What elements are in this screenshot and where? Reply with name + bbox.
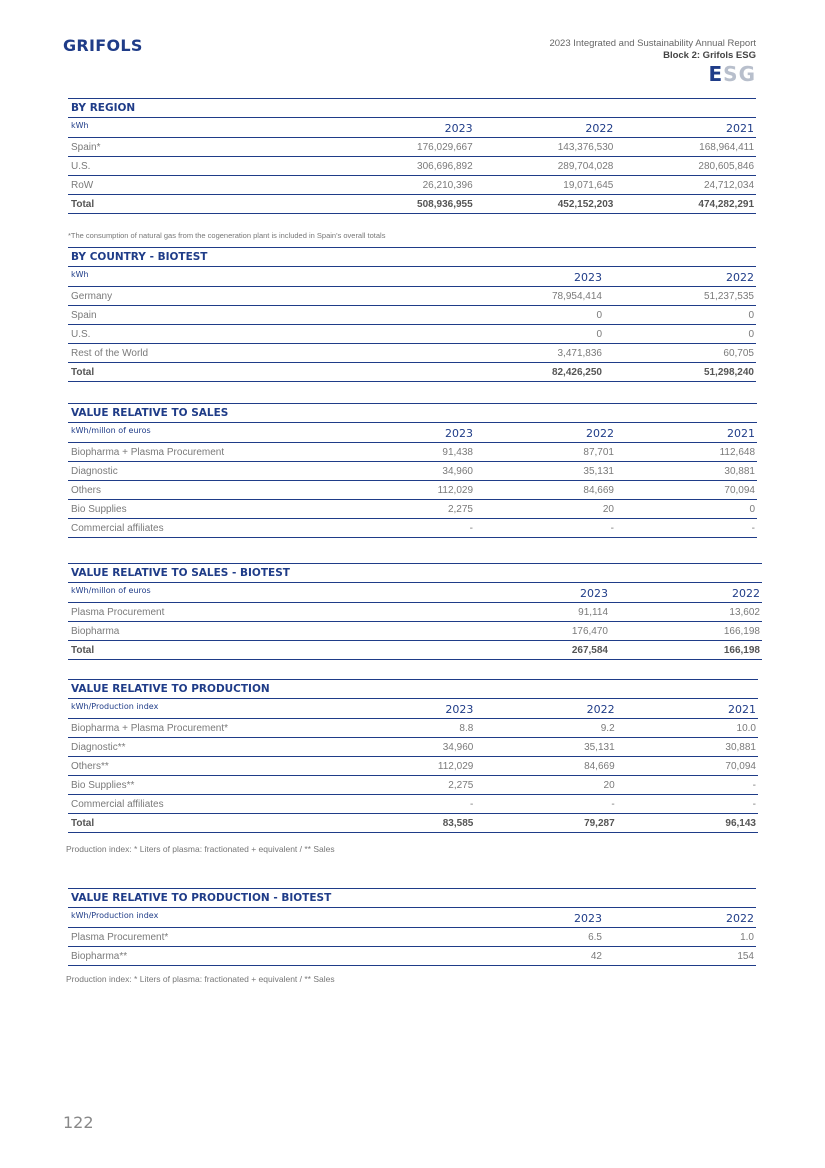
table-row	[68, 443, 757, 462]
cell: 508,936,955	[417, 199, 473, 210]
cell: 176,029,667	[417, 142, 473, 153]
cell: 0	[596, 329, 602, 340]
table-title: VALUE RELATIVE TO SALES - BIOTEST	[68, 563, 762, 583]
cell: -	[751, 523, 755, 534]
cell: 0	[596, 310, 602, 321]
year-col: 2023	[580, 587, 608, 600]
row-label: U.S.	[71, 329, 91, 340]
cell: 452,152,203	[557, 199, 614, 210]
table-row	[68, 287, 756, 306]
year-col: 2023	[574, 271, 602, 284]
cell: 42	[590, 951, 602, 962]
cell: 91,438	[442, 447, 473, 458]
cell: 112,029	[437, 761, 474, 772]
unit-label: kWh/Production index	[71, 911, 159, 920]
row-label: Rest of the World	[71, 348, 149, 359]
table-row	[68, 738, 758, 757]
cell: -	[469, 799, 474, 810]
table-header-row	[68, 423, 757, 443]
row-label: Germany	[71, 291, 113, 302]
cell: 78,954,414	[551, 291, 602, 302]
year-col: 2022	[726, 912, 754, 925]
cell: 34,960	[442, 466, 473, 477]
footnote-region: *The consumption of natural gas from the cogeneration plant is included in Spain's overall totals	[68, 231, 386, 240]
unit-label: kWh	[71, 121, 89, 130]
table-title: VALUE RELATIVE TO PRODUCTION - BIOTEST	[68, 888, 756, 908]
table-row	[68, 500, 757, 519]
footnote-production-biotest: Production index: * Liters of plasma: fractionated + equivalent / ** Sales	[66, 974, 335, 984]
year-col: 2023	[444, 122, 473, 135]
year-col: 2023	[445, 427, 473, 440]
year-col: 2021	[726, 122, 755, 135]
table-by-country-biotest	[68, 247, 756, 382]
cell: 79,287	[584, 818, 615, 829]
row-label: Spain*	[71, 142, 101, 153]
cell: 166,198	[723, 626, 760, 637]
cell: 20	[602, 504, 614, 515]
table-title: BY COUNTRY - BIOTEST	[68, 247, 756, 267]
cell: 9.2	[600, 723, 615, 734]
row-label: Spain	[71, 310, 97, 321]
cell: 280,605,846	[698, 161, 755, 172]
cell: 168,964,411	[699, 142, 755, 153]
year-col: 2022	[732, 587, 760, 600]
esg-mark-sg: SG	[723, 62, 756, 86]
cell: 13,602	[729, 607, 760, 618]
cell: 3,471,836	[557, 348, 602, 359]
cell: 60,705	[723, 348, 754, 359]
cell: 35,131	[583, 466, 614, 477]
total-row	[68, 195, 756, 214]
cell: 176,470	[571, 626, 608, 637]
row-label: Biopharma	[71, 626, 120, 637]
row-label: Commercial affiliates	[71, 799, 164, 810]
cell: 112,648	[719, 447, 755, 458]
table-by-region	[68, 98, 756, 214]
table-header-row	[68, 699, 758, 719]
table-row	[68, 325, 756, 344]
unit-label: kWh	[71, 270, 89, 279]
table-row	[68, 344, 756, 363]
total-row	[68, 814, 758, 833]
unit-label: kWh/millon of euros	[71, 426, 151, 435]
row-label: Others	[71, 485, 102, 496]
table-title: BY REGION	[68, 98, 756, 118]
table-row	[68, 176, 756, 195]
cell: -	[752, 780, 756, 791]
cell: 6.5	[588, 932, 602, 943]
year-col: 2022	[586, 427, 614, 440]
row-label: Biopharma + Plasma Procurement	[71, 447, 225, 458]
cell: 82,426,250	[551, 367, 602, 378]
cell: 166,198	[723, 645, 760, 656]
row-label: Commercial affiliates	[71, 523, 164, 534]
cell: 30,881	[725, 742, 756, 753]
cell: 19,071,645	[563, 180, 614, 191]
grifols-logo: GRIFOLS	[63, 36, 143, 55]
cell: 0	[748, 310, 754, 321]
page-number: 122	[63, 1113, 94, 1132]
row-label: Diagnostic	[71, 466, 118, 477]
cell: 1.0	[740, 932, 754, 943]
table-header-row	[68, 583, 762, 603]
year-col: 2023	[574, 912, 602, 925]
table-row	[68, 947, 756, 966]
year-col: 2021	[727, 703, 756, 716]
cell: 30,881	[724, 466, 755, 477]
table-header-row	[68, 118, 756, 138]
cell: 143,376,530	[557, 142, 614, 153]
row-label: Biopharma**	[71, 951, 128, 962]
table-header-row	[68, 908, 756, 928]
row-label: Diagnostic**	[71, 742, 126, 753]
table-row	[68, 138, 756, 157]
table-value-production	[68, 679, 758, 833]
row-label: Bio Supplies**	[71, 780, 135, 791]
table-row	[68, 719, 758, 738]
report-title: 2023 Integrated and Sustainability Annual Report	[549, 38, 756, 49]
cell: -	[611, 799, 615, 810]
cell: 35,131	[584, 742, 615, 753]
table-row	[68, 519, 757, 538]
row-label: U.S.	[71, 161, 91, 172]
table-value-sales-biotest	[68, 563, 762, 660]
cell: 51,237,535	[703, 291, 754, 302]
table-row	[68, 622, 762, 641]
footnote-production: Production index: * Liters of plasma: fractionated + equivalent / ** Sales	[66, 844, 335, 854]
row-label: Plasma Procurement*	[71, 932, 169, 943]
year-col: 2023	[445, 703, 474, 716]
cell: 91,114	[578, 607, 608, 618]
unit-label: kWh/Production index	[71, 702, 159, 711]
cell: 83,585	[442, 818, 474, 829]
table-row	[68, 306, 756, 325]
cell: 2,275	[447, 504, 473, 515]
table-row	[68, 776, 758, 795]
cell: 84,669	[583, 485, 614, 496]
cell: 474,282,291	[698, 199, 755, 210]
year-col: 2022	[586, 703, 615, 716]
row-label: Plasma Procurement	[71, 607, 165, 618]
row-label: Total	[71, 199, 95, 210]
cell: 87,701	[583, 447, 614, 458]
cell: -	[752, 799, 756, 810]
report-header	[549, 38, 756, 86]
year-col: 2022	[585, 122, 614, 135]
row-label: Biopharma + Plasma Procurement*	[71, 723, 229, 734]
cell: 34,960	[442, 742, 474, 753]
row-label: Total	[71, 818, 95, 829]
cell: 70,094	[725, 761, 756, 772]
cell: 26,210,396	[422, 180, 473, 191]
cell: 96,143	[725, 818, 756, 829]
row-label: Others**	[71, 761, 109, 772]
table-row	[68, 603, 762, 622]
cell: 0	[749, 504, 755, 515]
cell: 267,584	[571, 645, 608, 656]
cell: 2,275	[448, 780, 474, 791]
cell: 289,704,028	[557, 161, 614, 172]
table-title: VALUE RELATIVE TO PRODUCTION	[68, 679, 758, 699]
unit-label: kWh/millon of euros	[71, 586, 151, 595]
cell: -	[610, 523, 614, 534]
year-col: 2021	[727, 427, 755, 440]
total-row	[68, 641, 762, 660]
cell: 10.0	[736, 723, 756, 734]
row-label: Total	[71, 367, 95, 378]
table-row	[68, 157, 756, 176]
cell: 0	[748, 329, 754, 340]
cell: 84,669	[584, 761, 615, 772]
table-value-sales	[68, 403, 757, 538]
cell: 112,029	[437, 485, 473, 496]
row-label: Bio Supplies	[71, 504, 127, 515]
table-row	[68, 481, 757, 500]
cell: 306,696,892	[417, 161, 473, 172]
table-row	[68, 795, 758, 814]
cell: 51,298,240	[703, 367, 754, 378]
cell: 20	[603, 780, 615, 791]
year-col: 2022	[726, 271, 754, 284]
row-label: RoW	[71, 180, 94, 191]
cell: 24,712,034	[703, 180, 755, 191]
cell: 8.8	[459, 723, 474, 734]
block-title: Block 2: Grifols ESG	[663, 50, 756, 61]
table-value-production-biotest	[68, 888, 756, 966]
cell: -	[469, 523, 473, 534]
table-row	[68, 462, 757, 481]
row-label: Total	[71, 645, 95, 656]
table-row	[68, 928, 756, 947]
cell: 70,094	[724, 485, 755, 496]
total-row	[68, 363, 756, 382]
table-row	[68, 757, 758, 776]
cell: 154	[737, 951, 754, 962]
table-header-row	[68, 267, 756, 287]
table-title: VALUE RELATIVE TO SALES	[68, 403, 757, 423]
esg-mark	[549, 62, 756, 86]
esg-mark-e: E	[708, 62, 724, 86]
